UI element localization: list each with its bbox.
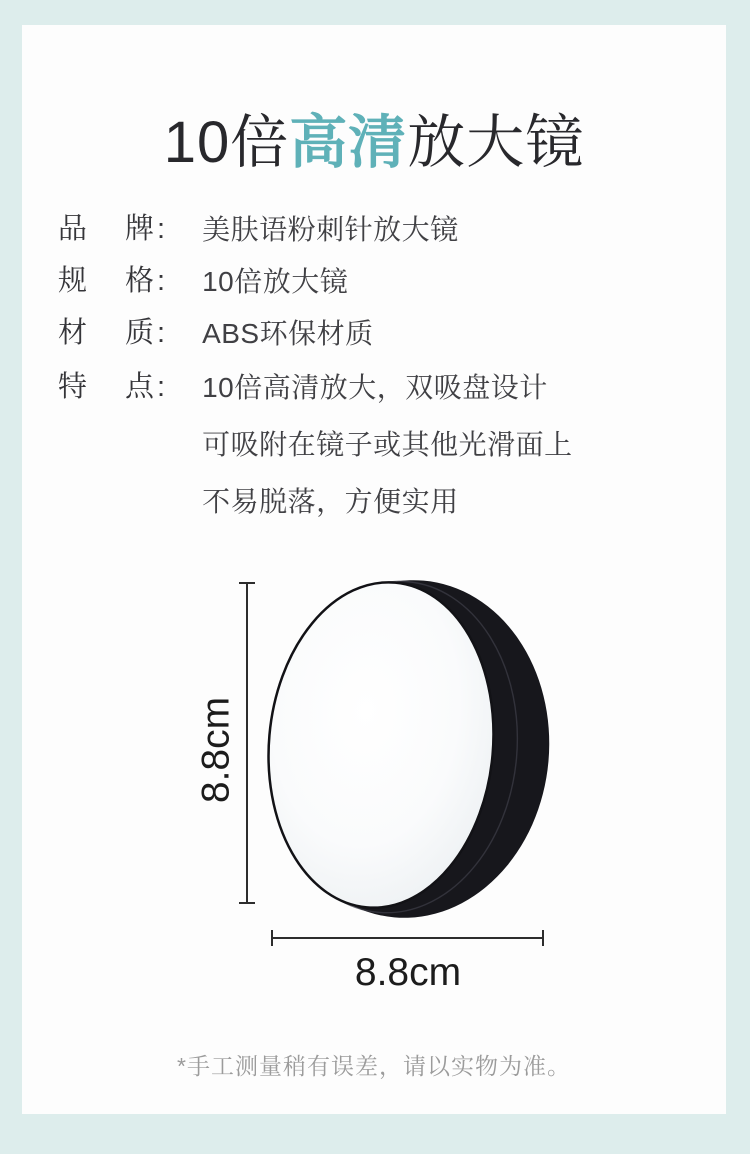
spec-label-char: 格 (124, 265, 154, 297)
title-prefix: 10倍 (163, 110, 290, 175)
spec-label (58, 318, 154, 349)
measurement-disclaimer: *手工测量稍有误差，请以实物为准。 (177, 1053, 571, 1079)
product-figure (180, 553, 590, 998)
spec-colon: : (157, 213, 166, 245)
title-suffix: 放大镜 (407, 110, 585, 175)
spec-label (58, 266, 154, 297)
spec-label (58, 214, 154, 245)
title-highlight: 高清 (289, 110, 408, 175)
horizontal-dimension-label: 8.8cm (354, 951, 462, 994)
spec-label-char: 材 (58, 317, 88, 349)
feature-line-3: 不易脱落，方便实用 (202, 486, 459, 517)
spec-row-features (58, 372, 573, 517)
product-info-card (22, 25, 726, 1114)
spec-label-char: 质 (124, 317, 154, 349)
magnifying-mirror-image (255, 568, 563, 929)
spec-row-brand (58, 214, 459, 245)
spec-row-material (58, 318, 374, 349)
page-title (22, 95, 726, 179)
spec-row-specification (58, 266, 348, 297)
feature-line-1: 10倍高清放大，双吸盘设计 (202, 372, 548, 403)
vertical-dimension-line (239, 583, 255, 903)
horizontal-dimension-line (272, 930, 543, 946)
spec-label-char: 规 (58, 265, 88, 297)
spec-value-features (202, 372, 573, 517)
spec-label (58, 372, 154, 403)
spec-colon: : (157, 265, 166, 297)
spec-label-char: 牌 (124, 213, 154, 245)
spec-label-char: 品 (58, 213, 88, 245)
spec-colon: : (157, 371, 166, 403)
spec-label-char: 点 (124, 371, 154, 403)
feature-line-2: 可吸附在镜子或其他光滑面上 (202, 429, 573, 460)
spec-value-material: ABS环保材质 (202, 318, 374, 349)
spec-value-specification: 10倍放大镜 (202, 266, 349, 297)
spec-colon: : (157, 317, 166, 349)
spec-value-brand: 美肤语粉刺针放大镜 (202, 214, 459, 245)
vertical-dimension-label: 8.8cm (194, 696, 238, 804)
spec-label-char: 特 (58, 371, 88, 403)
